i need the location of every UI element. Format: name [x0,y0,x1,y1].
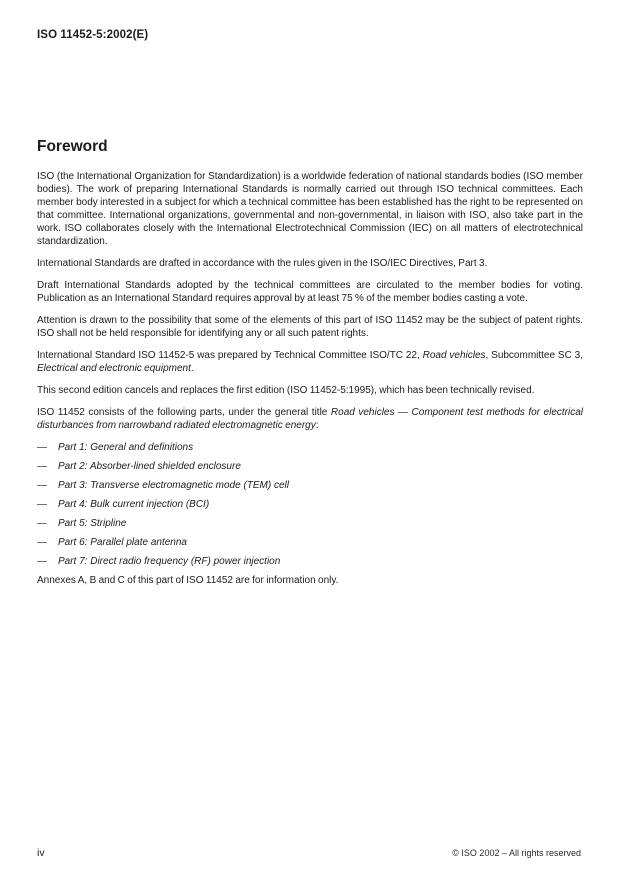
list-item-part-7 [37,555,583,568]
part-label: Part 4: Bulk current injection (BCI) [58,499,210,510]
paragraph-segment-italic: Road vehicles — Component test methods for electrical disturbances from narrowband radiated electromagnetic energy [37,407,584,431]
paragraph-directives: International Standards are drafted in accordance with the rules given in the ISO/IEC Directives, Part 3. [37,258,488,269]
paragraph-segment-italic: Electrical and electronic equipment [37,363,191,374]
list-dash: — [37,518,47,529]
list-item-part-5 [37,517,583,530]
document-reference-header: ISO 11452-5:2002(E) [37,29,149,41]
list-dash: — [37,461,47,472]
paragraph-segment: : [315,420,319,431]
list-dash: — [37,480,47,491]
part-label: Part 2: Absorber-lined shielded enclosure [58,461,241,472]
paragraph-second-edition: This second edition cancels and replaces the first edition (ISO 11452-5:1995), which has been technically revised. [37,385,535,396]
part-label: Part 7: Direct radio frequency (RF) power injection [58,556,281,567]
paragraph-segment-italic: Road vehicles [422,350,486,361]
foreword-title: Foreword [37,138,108,155]
page-number: iv [37,847,45,859]
parts-list [37,441,583,568]
list-item-part-2 [37,460,583,473]
list-item-part-6 [37,536,583,549]
paragraph-patent-rights: Attention is drawn to the possibility that some of the elements of this part of ISO 11452 may be the subject of patent rights. ISO shall not be held responsible for identifying any or all such patent rights. [37,315,583,339]
list-dash: — [37,537,47,548]
foreword-section [37,138,583,596]
list-item-part-3 [37,479,583,492]
list-item-part-4 [37,498,583,511]
list-dash: — [37,499,47,510]
paragraph-segment: ISO 11452 consists of the following parts, under the general title [37,407,331,418]
paragraph-annexes: Annexes A, B and C of this part of ISO 11452 are for information only. [37,575,339,586]
part-label: Part 1: General and definitions [58,442,194,453]
list-dash: — [37,556,47,567]
paragraph-segment: , Subcommittee SC 3, [485,350,583,361]
copyright-notice: © ISO 2002 – All rights reserved [452,848,581,858]
paragraph-iso-federation: ISO (the International Organization for Standardization) is a worldwide federation of national standards bodies (ISO member bodies). The work of preparing International Standards is normally carried out through ISO technical committees. Each member body interested in a subject for which a technical committee has been established has the right to be represented on that committee. International organizations, governmental and non-governmental, in liaison with ISO, also take part in the work. ISO collaborates closely with the International Electrotechnical Commission (IEC) on all matters of electrotechnical standardization. [37,171,583,247]
paragraph-technical-committee [37,349,583,375]
paragraph-parts-intro [37,406,583,432]
paragraph-voting: Draft International Standards adopted by the technical committees are circulated to the member bodies for voting. Publication as an International Standard requires approval by at least 75 % of the member bodies casting a vote. [37,280,583,304]
list-dash: — [37,442,47,453]
part-label: Part 5: Stripline [58,518,127,529]
list-item-part-1 [37,441,583,454]
part-label: Part 6: Parallel plate antenna [58,537,187,548]
paragraph-segment: . [190,363,194,374]
paragraph-segment: International Standard ISO 11452-5 was prepared by Technical Committee ISO/TC 22, [37,350,423,361]
part-label: Part 3: Transverse electromagnetic mode (TEM) cell [58,480,290,491]
